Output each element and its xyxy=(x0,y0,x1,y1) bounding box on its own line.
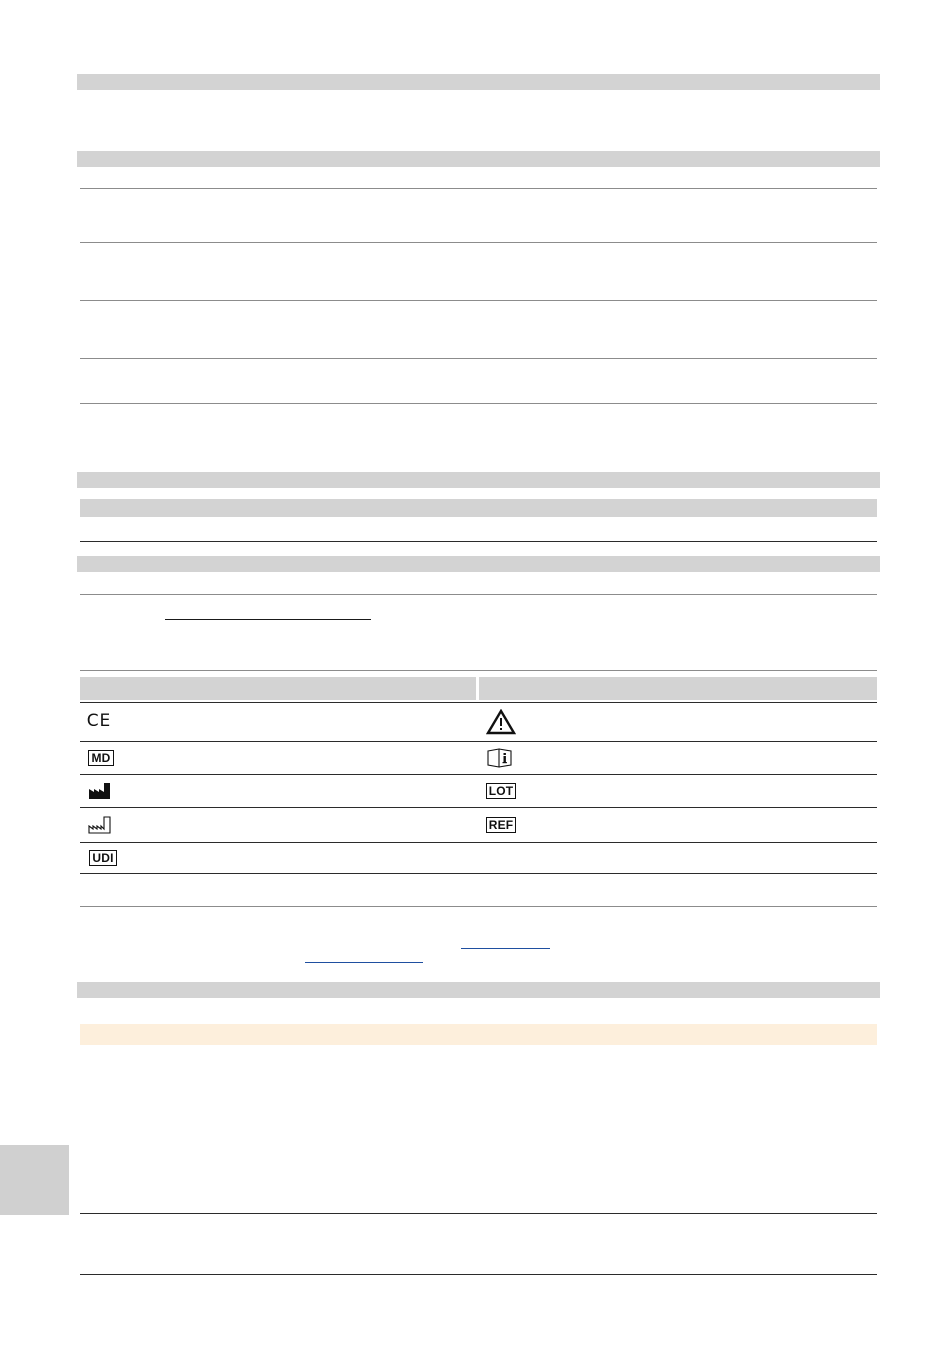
section-header-band-5 xyxy=(77,982,880,998)
table-header-band xyxy=(80,499,877,517)
footer-rule xyxy=(80,1274,877,1275)
chapter-tab xyxy=(0,1145,69,1215)
divider xyxy=(80,541,877,542)
web-link[interactable] xyxy=(305,962,423,963)
note-box xyxy=(80,1024,877,1045)
caution-icon xyxy=(486,709,516,735)
symbol-table-rule xyxy=(80,842,877,843)
web-link[interactable] xyxy=(461,948,550,949)
symbol-table-header-right xyxy=(479,677,877,700)
ref-code: REF xyxy=(486,817,517,833)
udi-code: UDI xyxy=(89,850,116,866)
divider xyxy=(80,300,877,301)
divider xyxy=(80,670,877,671)
section-header-band-3 xyxy=(77,472,880,488)
ce-mark-text: CE xyxy=(86,711,112,731)
underlined-link[interactable] xyxy=(165,619,371,620)
medical-device-icon xyxy=(87,749,115,767)
divider xyxy=(80,358,877,359)
consult-instructions-icon xyxy=(486,747,514,769)
symbol-table-rule xyxy=(80,873,877,874)
symbol-table-rule xyxy=(80,702,877,703)
divider xyxy=(80,242,877,243)
section-header-band-1 xyxy=(77,74,880,90)
ce-mark-icon xyxy=(86,710,112,732)
symbol-table-rule xyxy=(80,774,877,775)
date-of-manufacture-icon xyxy=(87,814,113,836)
section-header-band-4 xyxy=(77,556,880,572)
md-code: MD xyxy=(88,750,113,766)
section-header-band-2 xyxy=(77,151,880,167)
divider xyxy=(80,188,877,189)
symbol-table-rule xyxy=(80,807,877,808)
divider xyxy=(80,906,877,907)
symbol-table-rule xyxy=(80,741,877,742)
lot-icon xyxy=(486,781,516,801)
symbol-table-header-left xyxy=(80,677,476,700)
divider xyxy=(80,403,877,404)
lot-code: LOT xyxy=(486,783,517,799)
udi-icon xyxy=(87,849,119,867)
manufacturer-icon xyxy=(87,781,113,801)
divider xyxy=(80,1213,877,1214)
divider xyxy=(80,594,877,595)
ref-icon xyxy=(486,815,516,835)
